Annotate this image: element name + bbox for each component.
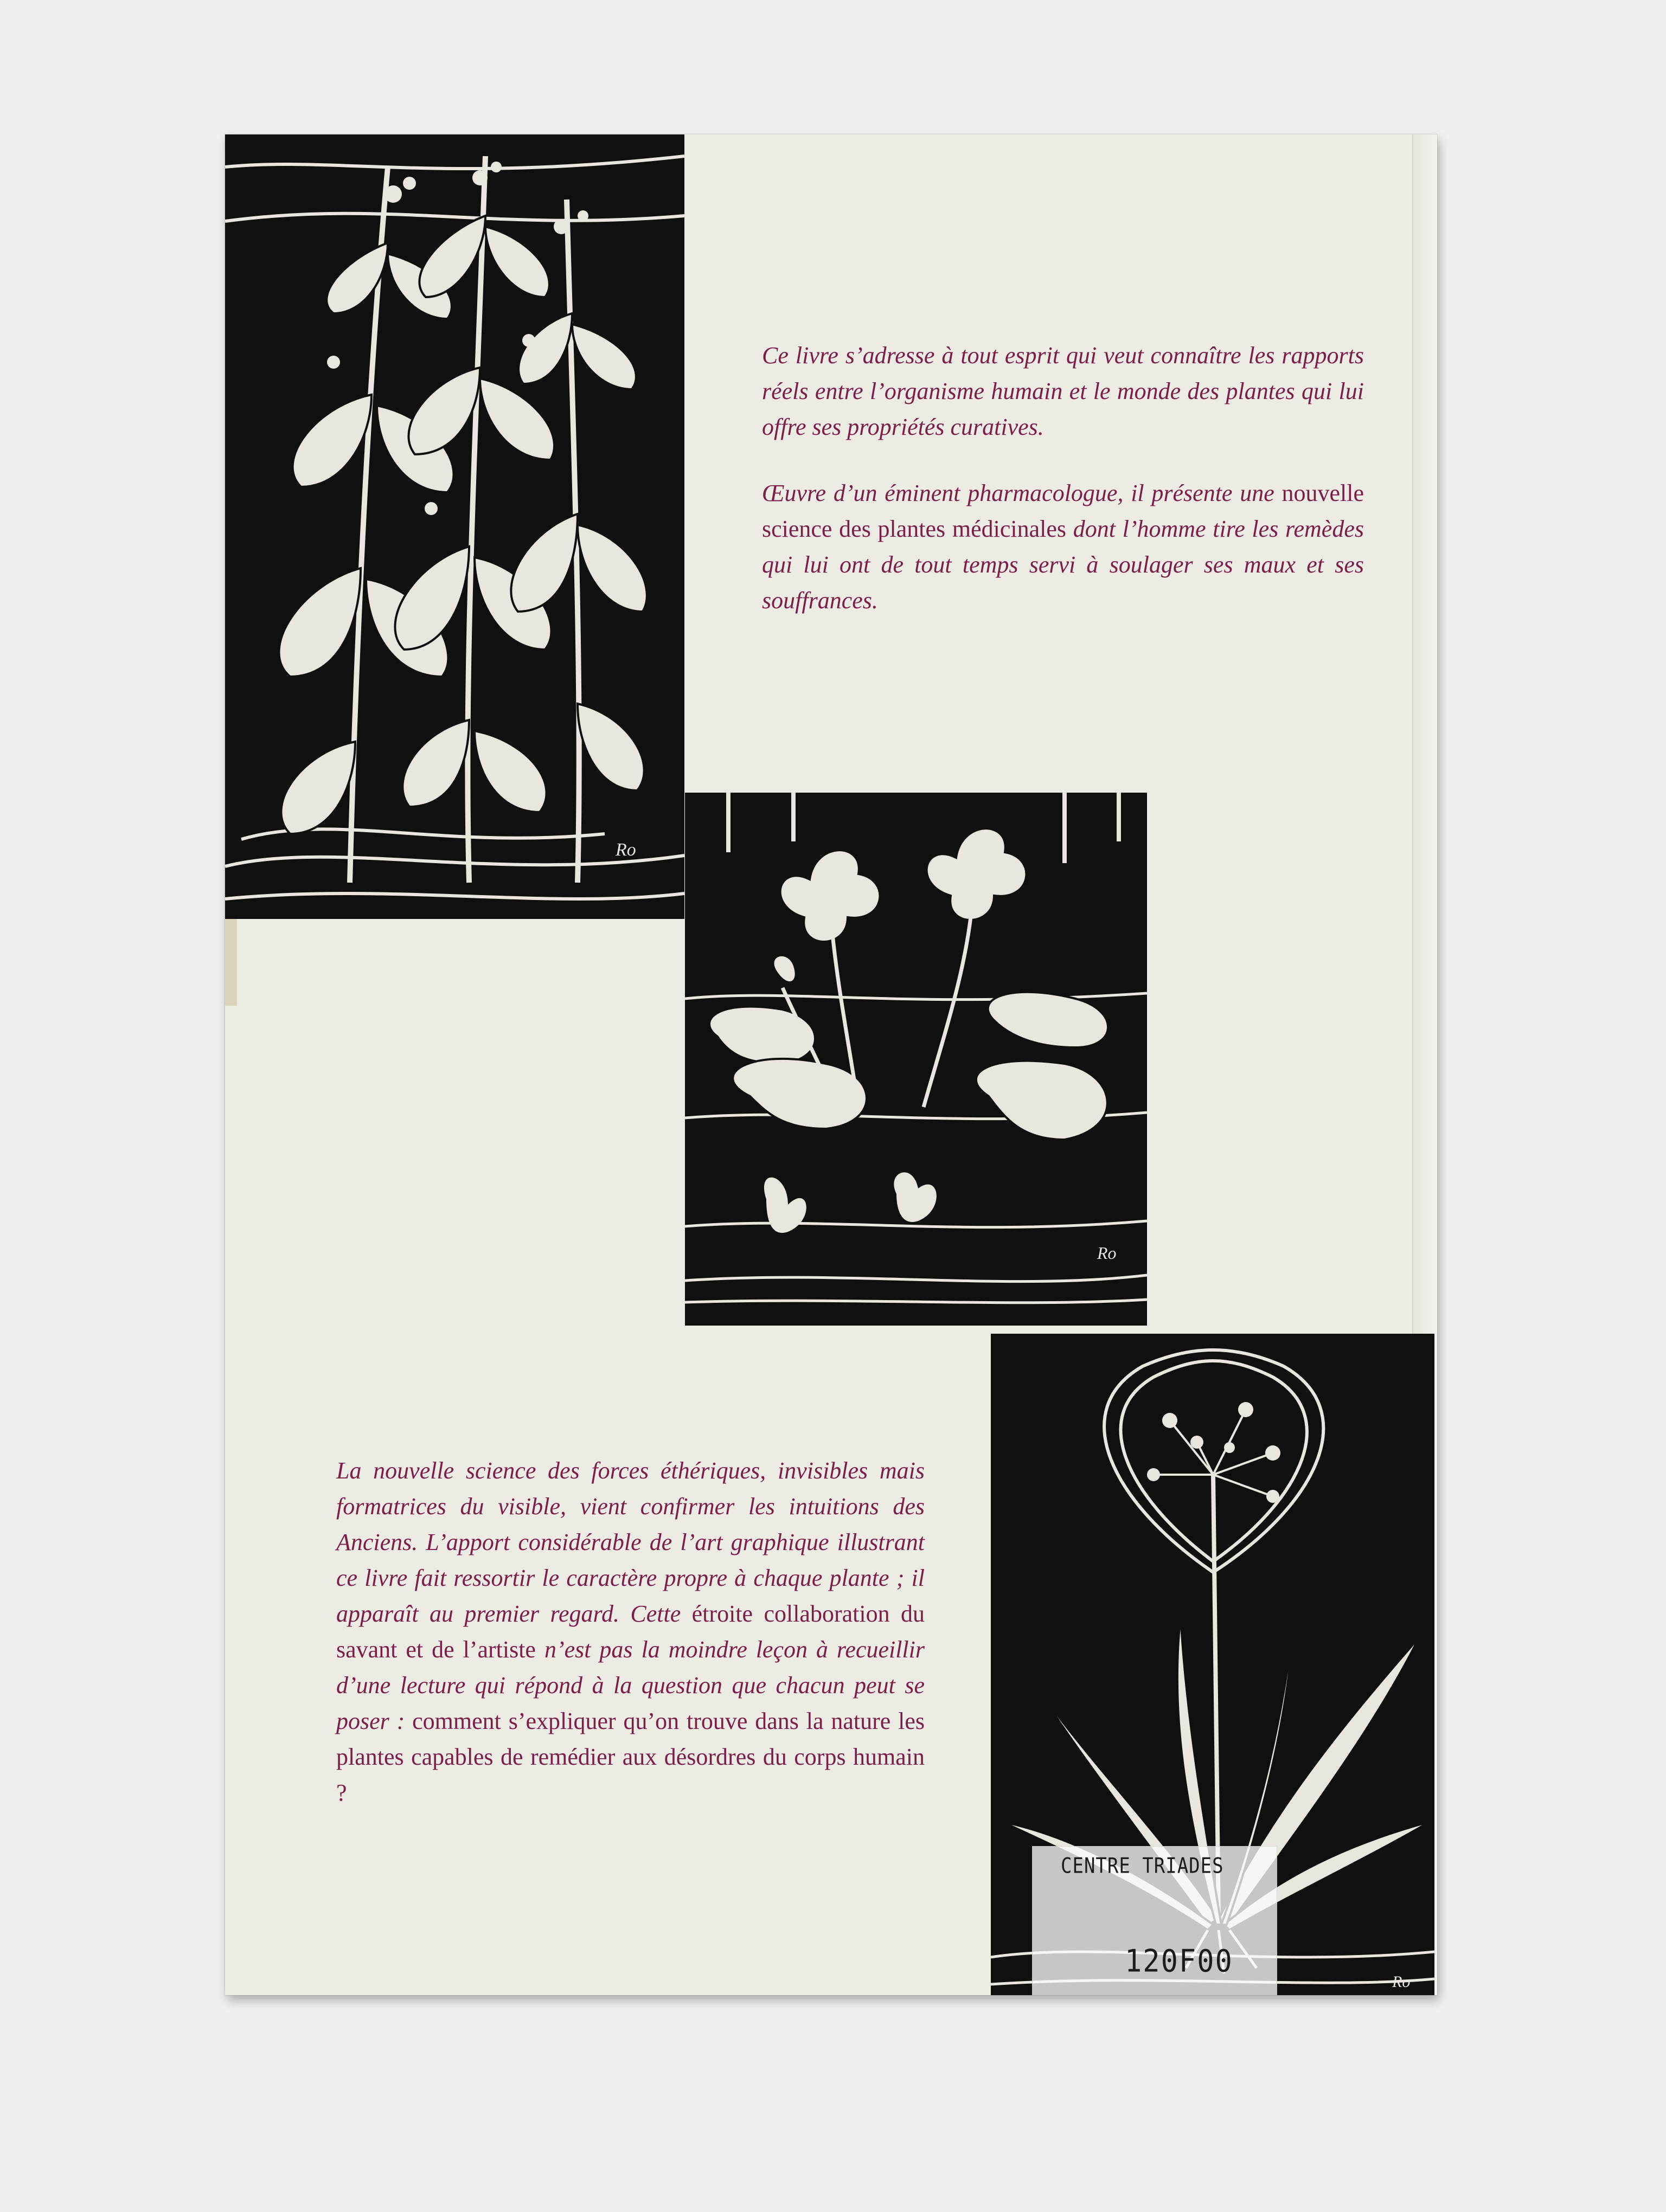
nettle-woodcut (225, 134, 684, 919)
blurb-bottom (336, 1453, 925, 1841)
sticker-store-name: CENTRE TRIADES (1061, 1854, 1224, 1879)
blurb-bottom-paragraph (336, 1453, 925, 1811)
blurb-top-p2-seg1: Œuvre d’un éminent pharmacologue, il présente (762, 480, 1240, 506)
plantain-signature: Ro (1392, 1973, 1411, 1991)
blurb-bottom-seg4: n’est pas la moindre leçon à recueillir d’une lecture qui répond à la question que chacun peut se poser : (336, 1636, 925, 1734)
blurb-top-p2-seg3: nouvelle science des plantes médicinales (762, 480, 1364, 542)
cover-stain (225, 919, 237, 1006)
nettle-signature: Ro (616, 840, 636, 860)
water-plant-signature: Ro (1097, 1243, 1117, 1263)
blurb-top-paragraph-1 (762, 338, 1364, 445)
blurb-top (762, 338, 1364, 649)
blurb-bottom-seg2: Cette (619, 1600, 692, 1627)
blurb-top-p2-seg2: une (1240, 480, 1274, 506)
water-plant-woodcut (685, 793, 1147, 1326)
blurb-top-p2-seg4: dont l’homme tire les remèdes qui lui ont de tout temps servi à soulager ses maux et ses souffrances. (762, 516, 1364, 614)
blurb-top-paragraph-2 (762, 475, 1364, 619)
sticker-price: 120F00 (1125, 1944, 1233, 1979)
blurb-bottom-seg3: étroite collaboration du savant et de l’artiste (336, 1600, 925, 1663)
blurb-bottom-seg5: comment s’expliquer qu’on trouve dans la nature les plantes capables de remédier aux désordres du corps humain ? (336, 1708, 925, 1806)
book-back-cover (225, 134, 1437, 1995)
blurb-bottom-seg1: La nouvelle science des forces éthériques, invisibles mais formatrices du visible, vient confirmer les intuitions des Anciens. L’apport considérable de l’art graphique illustrant ce livre fait ressortir le caractère propre à chaque plante ; il apparaît au premier regard. (336, 1457, 925, 1627)
price-sticker (1032, 1846, 1277, 1995)
blurb-top-p1-text: Ce livre s’adresse à tout esprit qui veut connaître les rapports réels entre l’organisme humain et le monde des plantes qui lui offre ses propriétés curatives. (762, 342, 1364, 440)
